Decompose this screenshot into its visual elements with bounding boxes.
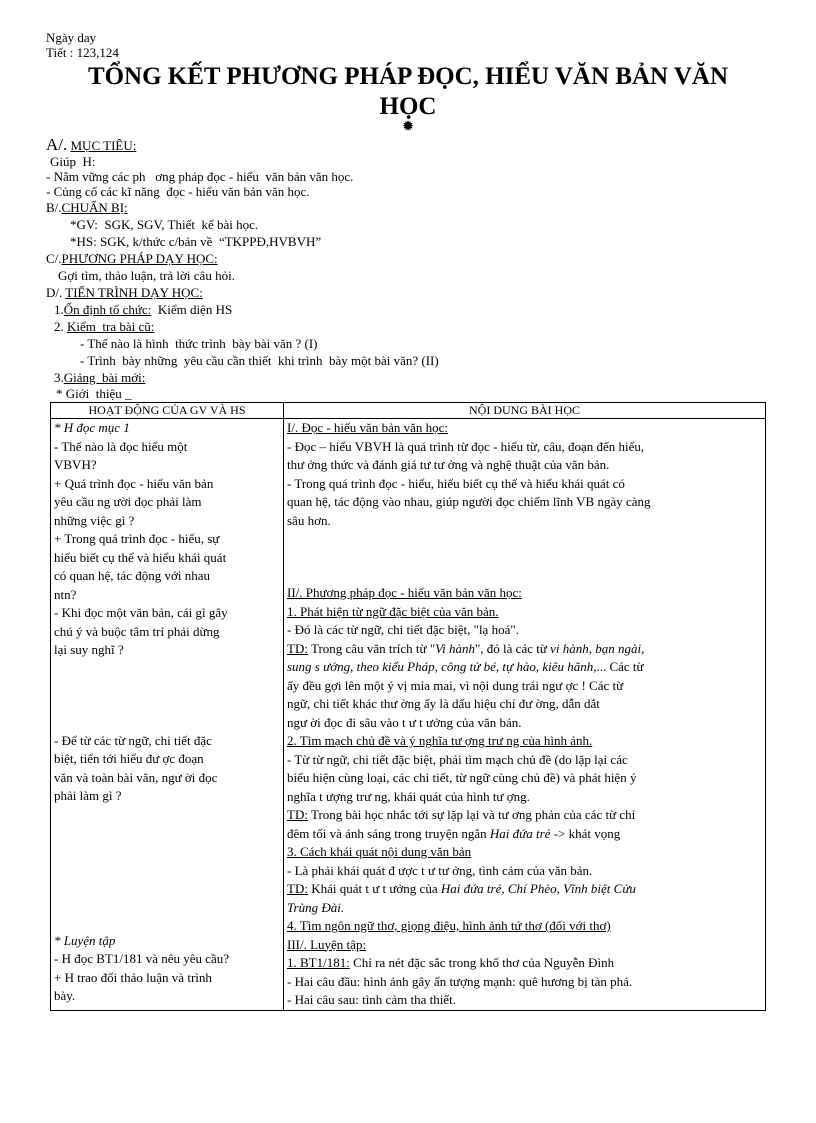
section-a-title: MỤC TIÊU: xyxy=(70,138,137,153)
title-line-1: TỔNG KẾT PHƯƠNG PHÁP ĐỌC, HIỂU VĂN BẢN VĂN xyxy=(87,63,729,90)
right-line: - Trong quá trình đọc - hiểu, hiểu biết cụ thể và hiểu khái quát có xyxy=(287,475,625,491)
right-line: - Từ từ ngữ, chi tiết đặc biệt, phải tìm mạch chủ đề (do lặp lại các xyxy=(287,751,628,767)
left-line: * Luyện tập xyxy=(54,932,116,948)
table-header-content: NỘI DUNG BÀI HỌC xyxy=(284,403,766,419)
example-2-line-2: đêm tối và ánh sáng trong truyện ngắn Hai đứa trẻ -> khát vọng xyxy=(287,825,621,841)
document-page xyxy=(46,30,770,1011)
subsection-2-heading: 2. Tìm mạch chủ đề và ý nghĩa tư ợng trư ng của hình ảnh. xyxy=(287,733,593,748)
intro-line: * Giới thiệu _ xyxy=(56,386,132,401)
right-line: ấy đều gợi lên một ý vị mỉa mai, vì nội dung trái ngư ợc ! Các từ xyxy=(287,677,624,693)
section-ii-heading: II/. Phương pháp đọc - hiểu văn bản văn học: xyxy=(287,585,522,600)
left-line: * H đọc mục 1 xyxy=(54,420,130,435)
right-line: biểu hiện cùng loại, các chi tiết, từ ngữ cùng chủ đề) và phát hiện ý xyxy=(287,770,637,785)
left-line: yêu cầu ng ười đọc phải làm xyxy=(54,494,202,509)
right-line: ngữ, chi tiết khác thư ờng ấy là dấu hiệu chỉ đư ờng, dẫn dắt xyxy=(287,696,600,711)
section-d-title: TIẾN TRÌNH DẠY HỌC: xyxy=(65,285,203,300)
section-b-prefix: B/. xyxy=(46,200,62,215)
section-b-line: *GV: SGK, SGV, Thiết kế bài học. xyxy=(70,217,259,232)
example-1-line-2: sung s ướng, theo kiểu Pháp, công tử bé, tự hào, kiêu hãnh,... Các từ xyxy=(287,659,644,674)
section-c-line: Gợi tìm, thảo luận, trả lời câu hỏi. xyxy=(58,268,235,283)
section-d-item-2: 2. Kiểm tra bài cũ: xyxy=(54,319,155,334)
content-cell xyxy=(284,419,766,1011)
section-b-heading xyxy=(46,200,770,216)
title-line-2: HỌC xyxy=(379,93,437,120)
section-a-heading xyxy=(46,137,770,154)
section-c-heading xyxy=(46,251,770,267)
date-line: Ngày day xyxy=(46,30,97,45)
left-line: - Khi đọc một văn bản, cái gì gây xyxy=(54,605,228,620)
lesson-table xyxy=(50,402,766,1011)
section-c-prefix: C/. xyxy=(46,251,62,266)
section-b-line: *HS: SGK, k/thức c/bản về “TKPPĐ,HVBVH” xyxy=(70,234,322,249)
example-3: TD: Khái quát t ư t ưởng của Hai đứa trẻ, Chí Phèo, Vĩnh biệt Cửu xyxy=(287,881,636,896)
section-c-title: PHƯƠNG PHÁP DẠY HỌC: xyxy=(61,251,218,266)
left-line: văn và toàn bài văn, ngư ời đọc xyxy=(54,769,218,785)
subsection-4-heading: 4. Tìm ngôn ngữ thơ, giọng điệu, hình ảnh tứ thơ (đối với thơ) xyxy=(287,918,611,933)
left-line: những việc gì ? xyxy=(54,512,135,528)
right-line: thư ởng thức và đánh giá tư tư ởng và nghệ thuật của văn bản. xyxy=(287,457,610,472)
left-line: - Thế nào là đọc hiểu một xyxy=(54,438,188,454)
section-a-line: - Củng cố các kĩ năng đọc - hiểu văn bản văn học. xyxy=(46,184,310,199)
table-header-activities: HOẠT ĐỘNG CỦA GV VÀ HS xyxy=(51,403,284,419)
right-line: - Đó là các từ ngữ, chi tiết đặc biệt, "lạ hoá". xyxy=(287,622,519,637)
section-d-item-2-line: - Trình bày những yêu cầu cần thiết khi trình bày một bài văn? (II) xyxy=(80,353,439,368)
section-a-line: - Nắm vững các ph ơng pháp đọc - hiểu văn bản văn học. xyxy=(46,169,354,184)
section-i-heading: I/. Đọc - hiểu văn bản văn học: xyxy=(287,420,449,435)
left-line: hiểu biết cụ thể và hiểu khái quát xyxy=(54,549,227,565)
exercise-1: 1. BT1/181: Chỉ ra nét đặc sắc trong khổ thơ của Nguyễn Đình xyxy=(287,955,615,970)
right-line: sâu hơn. xyxy=(287,512,331,528)
left-line: ntn? xyxy=(54,586,77,602)
section-d-prefix: D/. xyxy=(46,285,63,300)
left-line: - Để từ các từ ngữ, chi tiết đặc xyxy=(54,732,212,748)
section-a-prefix: A/. xyxy=(46,135,68,154)
section-d-item-2-line: - Thế nào là hình thức trình bày bài văn ? (I) xyxy=(80,336,318,351)
section-d-item-1: 1.Ổn định tổ chức: Kiểm diện HS xyxy=(54,302,233,317)
left-line: lại suy nghĩ ? xyxy=(54,642,124,657)
left-line: bày. xyxy=(54,988,76,1003)
left-line: có quan hệ, tác động với nhau xyxy=(54,568,210,583)
subsection-1-heading: 1. Phát hiện từ ngữ đặc biệt của văn bản. xyxy=(287,603,499,619)
right-line: ngư ời đọc đi sâu vào t ư t ưởng của văn bản. xyxy=(287,714,522,730)
right-line: Trùng Đài. xyxy=(287,899,345,915)
left-line: + H trao đổi thảo luận và trình xyxy=(54,969,212,985)
table-row xyxy=(51,419,766,1011)
section-b-title: CHUẨN BỊ: xyxy=(61,200,128,215)
period-line: Tiết : 123,124 xyxy=(46,45,119,60)
left-line: + Quá trình đọc - hiểu văn bản xyxy=(54,475,214,491)
section-d-heading xyxy=(46,285,770,301)
section-a-line: Giúp H: xyxy=(50,154,96,169)
right-line: - Là phải khái quát đ ược t ư tư ởng, tình cảm của văn bản. xyxy=(287,862,593,878)
left-line: phải làm gì ? xyxy=(54,788,122,803)
sun-ornament-icon: ✹ xyxy=(401,119,415,135)
subsection-3-heading: 3. Cách khái quát nội dung văn bản xyxy=(287,844,472,859)
right-line: - Hai câu sau: tình cảm tha thiết. xyxy=(287,992,456,1007)
right-line: nghĩa t ượng trư ng, khái quát của hình tư ợng. xyxy=(287,788,530,804)
example-2: TD: Trong bài học nhắc tới sự lặp lại và tư ơng phản của các từ chỉ xyxy=(287,807,636,822)
activities-cell xyxy=(51,419,284,1011)
right-line: quan hệ, tác động vào nhau, giúp người đọc chiếm lĩnh VB ngày càng xyxy=(287,494,651,509)
right-line: - Đọc – hiểu VBVH là quá trình từ đọc - hiểu từ, câu, đoạn đến hiểu, xyxy=(287,438,645,454)
left-line: VBVH? xyxy=(54,457,97,472)
example-1: TD: Trong câu văn trích từ "Vi hành", đó là các từ vi hành, bạn ngài, xyxy=(287,640,645,656)
left-line: - H đọc BT1/181 và nêu yêu cầu? xyxy=(54,951,230,966)
table-header-row xyxy=(51,403,766,419)
document-title xyxy=(46,62,770,122)
right-line: - Hai câu đầu: hình ảnh gây ấn tượng mạnh: quê hương bị tàn phá. xyxy=(287,973,633,989)
left-line: biệt, tiến tới hiểu đư ợc đoạn xyxy=(54,751,204,766)
section-iii-heading: III/. Luyện tập: xyxy=(287,936,367,952)
left-line: + Trong quá trình đọc - hiểu, sự xyxy=(54,531,220,546)
left-line: chú ý và buộc tâm trí phải dừng xyxy=(54,623,220,639)
section-d-item-3: 3.Giảng bài mới: xyxy=(54,370,146,385)
